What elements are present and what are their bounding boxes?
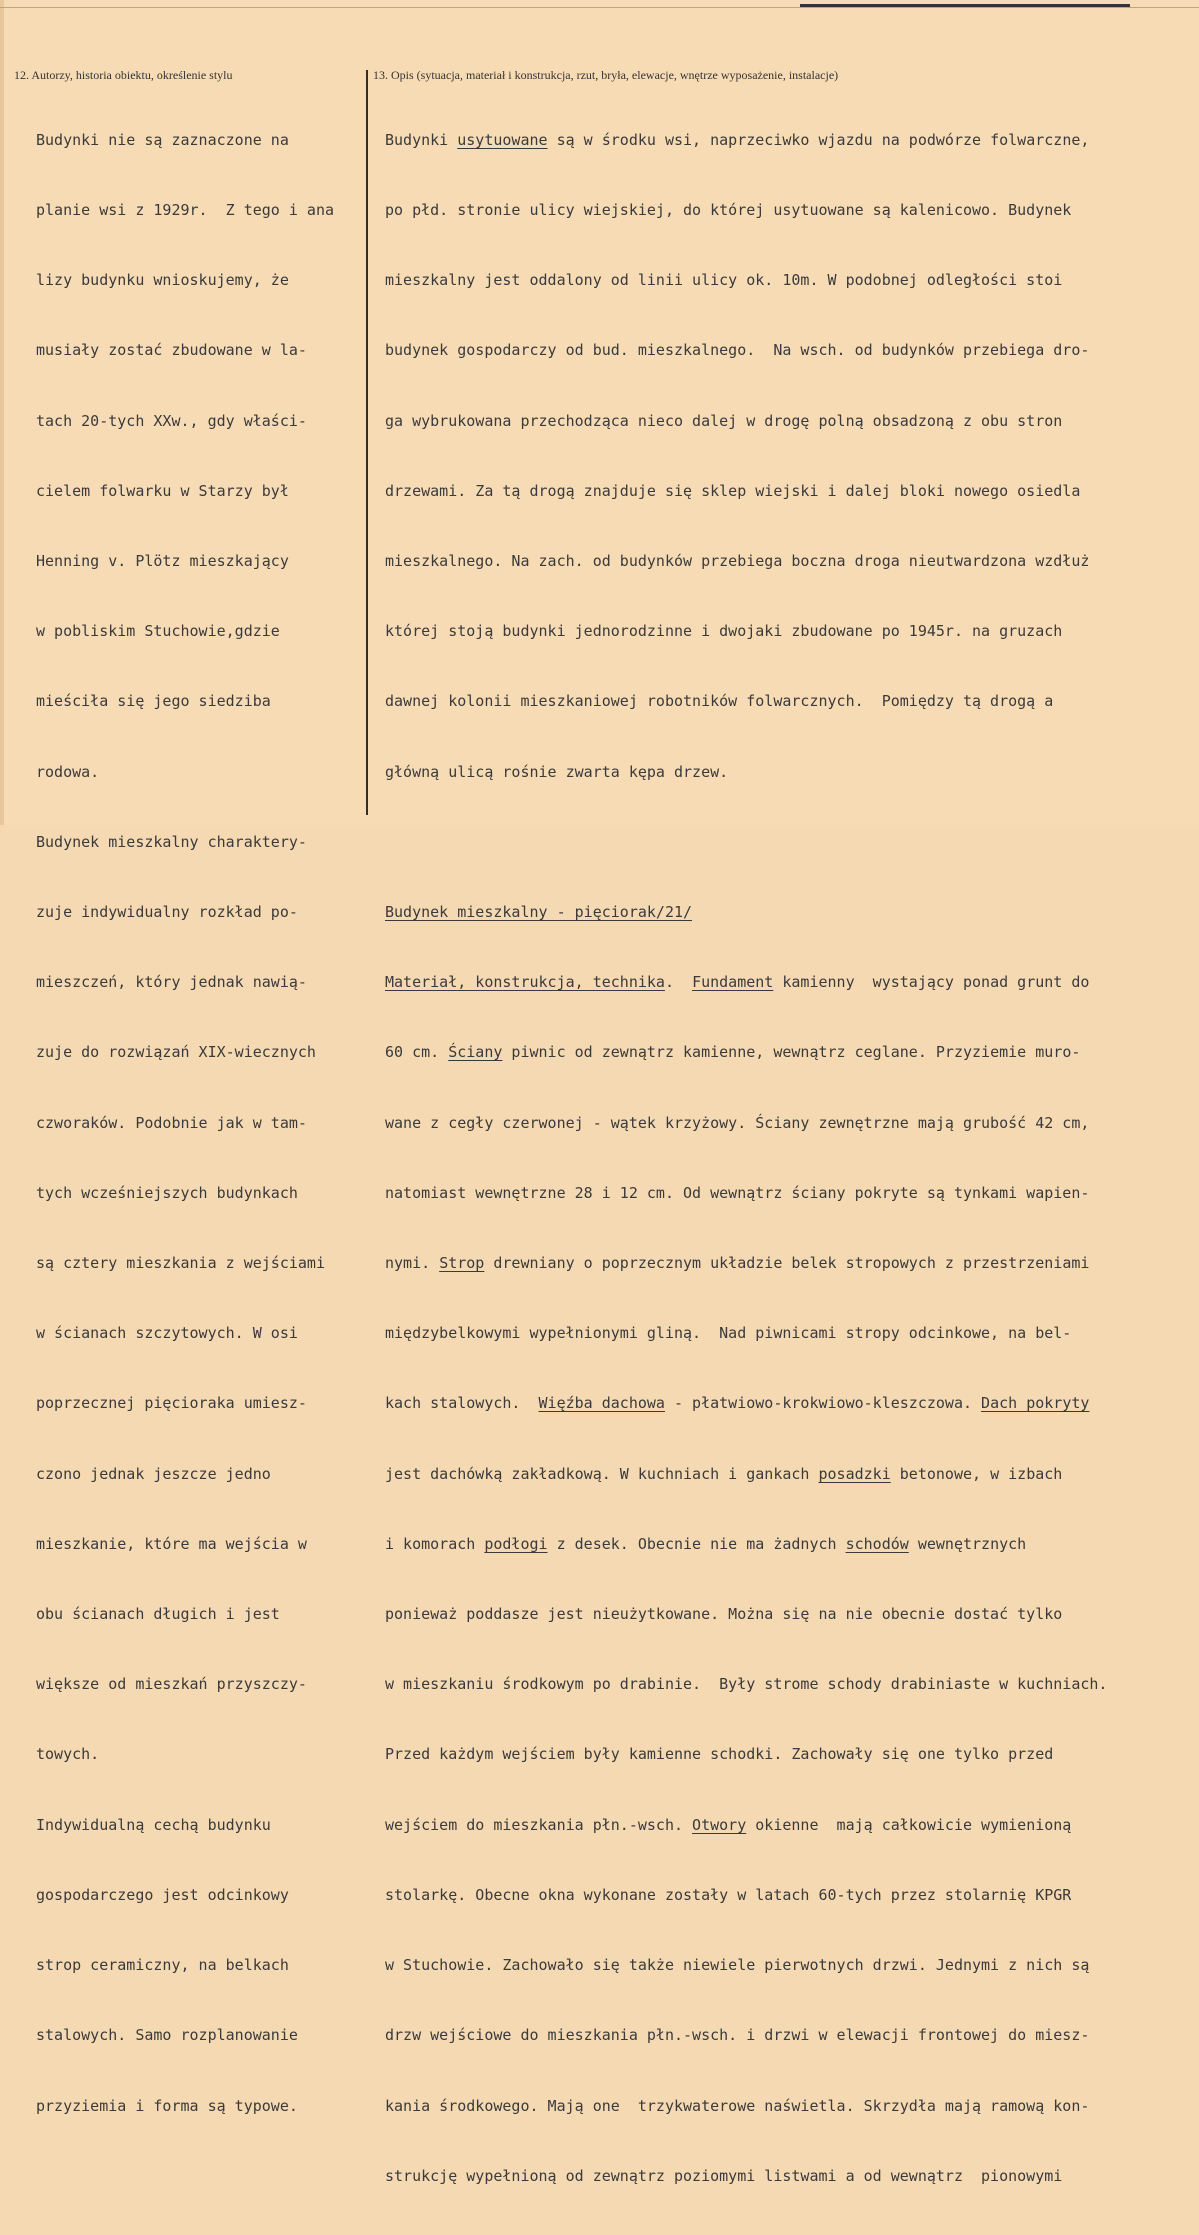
right-line: mieszkalnego. Na zach. od budynków przebiega boczna droga nieutwardzona wzdłuż [385, 552, 1090, 571]
right-line: główną ulicą rośnie zwarta kępa drzew. [385, 762, 729, 781]
right-line: budynek gospodarczy od bud. mieszkalnego. Na wsch. od budynków przebiega dro- [385, 341, 1090, 360]
underlined-term: Więźba dachowa [538, 1394, 665, 1413]
left-line: Budynki nie są zaznaczone na [36, 130, 289, 149]
left-line: Budynek mieszkalny charaktery- [36, 832, 307, 851]
right-line [385, 1463, 1185, 1486]
left-line: musiały zostać zbudowane w la- [36, 341, 307, 360]
right-line: strukcję wypełnioną od zewnątrz poziomymi listwami a od wewnątrz pionowymi [385, 2166, 1063, 2185]
text-run: betonowe, w izbach [890, 1464, 1063, 1483]
right-line: natomiast wewnętrzne 28 i 12 cm. Od wewnątrz ściany pokryte są tynkami wapien- [385, 1183, 1090, 1202]
right-line: dawnej kolonii mieszkaniowej robotników folwarcznych. Pomiędzy tą drogą a [385, 692, 1054, 711]
left-line: w pobliskim Stuchowie,gdzie [36, 622, 280, 641]
column-divider [366, 70, 368, 815]
left-line: rodowa. [36, 762, 100, 781]
left-line: planie wsi z 1929r. Z tego i ana [36, 201, 335, 220]
right-line: Przed każdym wejściem były kamienne schodki. Zachowały się one tylko przed [385, 1745, 1054, 1764]
underlined-term: Dach pokryty [981, 1394, 1090, 1413]
right-line [385, 1252, 1185, 1275]
text-run: piwnic od zewnątrz kamienne, wewnątrz ceglane. Przyziemie muro- [502, 1043, 1081, 1062]
underlined-term: Ściany [448, 1043, 503, 1062]
text-run: są w środku wsi, naprzeciwko wjazdu na podwórze folwarczne, [547, 130, 1090, 149]
left-line: gospodarczego jest odcinkowy [36, 1885, 289, 1904]
left-line: czono jednak jeszcze jedno [36, 1464, 271, 1483]
text-run: okienne mają całkowicie wymienioną [746, 1815, 1072, 1834]
left-line: poprzecznej pięcioraka umiesz- [36, 1394, 307, 1413]
text-run: drewniany o poprzecznym układzie belek stropowych z przestrzeniami [484, 1254, 1090, 1273]
right-line: kania środkowego. Mają one trzykwaterowe naświetla. Skrzydła mają ramową kon- [385, 2096, 1090, 2115]
text-run: nymi. [385, 1254, 440, 1273]
right-line: drzewami. Za tą drogą znajduje się sklep wiejski i dalej bloki nowego osiedla [385, 481, 1081, 500]
left-line: mieściła się jego siedziba [36, 692, 271, 711]
left-line: zuje do rozwiązań XIX-wiecznych [36, 1043, 316, 1062]
left-column-heading: 12. Autorzy, historia obiektu, określenie stylu [14, 68, 233, 82]
section-title: Budynek mieszkalny - pięciorak/21/ [385, 903, 693, 922]
right-line: mieszkalny jest oddalony od linii ulicy ok. 10m. W podobnej odległości stoi [385, 271, 1063, 290]
text-run: z desek. Obecnie nie ma żadnych [547, 1534, 846, 1553]
underlined-term: schodów [845, 1534, 909, 1553]
left-line: mieszczeń, który jednak nawią- [36, 973, 307, 992]
left-line: strop ceramiczny, na belkach [36, 1956, 289, 1975]
right-line [385, 971, 1185, 994]
right-line [385, 129, 1185, 152]
text-run: wewnętrznych [908, 1534, 1027, 1553]
paragraph-gap [385, 831, 1185, 854]
text-run: wejściem do mieszkania płn.-wsch. [385, 1815, 693, 1834]
text-run: kach stalowych. [385, 1394, 539, 1413]
underlined-term: podłogi [484, 1534, 548, 1553]
right-line: drzw wejściowe do mieszkania płn.-wsch. i drzwi w elewacji frontowej do miesz- [385, 2026, 1090, 2045]
text-run: i komorach [385, 1534, 485, 1553]
text-run: jest dachówką zakładkową. W kuchniach i gankach [385, 1464, 819, 1483]
top-rule-line [0, 7, 1199, 8]
left-line: lizy budynku wnioskujemy, że [36, 271, 289, 290]
underlined-term: Materiał, konstrukcja, technika [385, 973, 665, 992]
text-run: - płatwiowo-krokwiowo-kleszczowa. [664, 1394, 982, 1413]
text-run: . [664, 973, 693, 992]
right-line: ponieważ poddasze jest nieużytkowane. Można się na nie obecnie dostać tylko [385, 1605, 1063, 1624]
right-line [385, 1392, 1185, 1415]
right-line: stolarkę. Obecne okna wykonane zostały w latach 60-tych przez stolarnię KPGR [385, 1885, 1072, 1904]
right-line: której stoją budynki jednorodzinne i dwojaki zbudowane po 1945r. na gruzach [385, 622, 1063, 641]
left-line: cielem folwarku w Starzy był [36, 481, 289, 500]
right-line: w mieszkaniu środkowym po drabinie. Były strome schody drabiniaste w kuchniach. [385, 1675, 1108, 1694]
right-line: międzybelkowymi wypełnionymi gliną. Nad piwnicami stropy odcinkowe, na bel- [385, 1324, 1072, 1343]
left-line: tych wcześniejszych budynkach [36, 1183, 298, 1202]
left-line: towych. [36, 1745, 100, 1764]
left-line: tach 20-tych XXw., gdy właści- [36, 411, 307, 430]
right-column-heading: 13. Opis (sytuacja, materiał i konstrukcja, rzut, bryła, elewacje, wnętrze wyposażenie, instalacje) [373, 68, 839, 82]
left-line: Henning v. Plötz mieszkający [36, 552, 289, 571]
right-column-text [385, 82, 1185, 2235]
underlined-term: usytuowane [457, 130, 548, 149]
underlined-term: Otwory [692, 1815, 747, 1834]
right-line: po płd. stronie ulicy wiejskiej, do której usytuowane są kalenicowo. Budynek [385, 201, 1072, 220]
right-line [385, 1533, 1185, 1556]
right-line [385, 1041, 1185, 1064]
text-run: kamienny wystający ponad grunt do [773, 973, 1090, 992]
left-line: są cztery mieszkania z wejściami [36, 1254, 325, 1273]
text-run: Budynki [385, 130, 458, 149]
underlined-term: posadzki [818, 1464, 891, 1483]
underlined-term: Fundament [692, 973, 774, 992]
page-left-edge [0, 0, 4, 825]
right-line: ga wybrukowana przechodząca nieco dalej w drogę polną obsadzoną z obu stron [385, 411, 1063, 430]
left-line: stalowych. Samo rozplanowanie [36, 2026, 298, 2045]
left-line: mieszkanie, które ma wejścia w [36, 1534, 307, 1553]
left-line: w ścianach szczytowych. W osi [36, 1324, 298, 1343]
left-column-text [36, 82, 366, 2165]
text-run: 60 cm. [385, 1043, 449, 1062]
right-line [385, 1814, 1185, 1837]
left-line: obu ścianach długich i jest [36, 1605, 280, 1624]
underlined-term: Strop [439, 1254, 485, 1273]
left-line: większe od mieszkań przyszczy- [36, 1675, 307, 1694]
left-line: zuje indywidualny rozkład po- [36, 903, 298, 922]
right-line: wane z cegły czerwonej - wątek krzyżowy. Ściany zewnętrzne mają grubość 42 cm, [385, 1113, 1090, 1132]
left-line: Indywidualną cechą budynku [36, 1815, 271, 1834]
left-line: przyziemia i forma są typowe. [36, 2096, 298, 2115]
right-line: w Stuchowie. Zachowało się także niewiele pierwotnych drzwi. Jednymi z nich są [385, 1956, 1090, 1975]
left-line: czworaków. Podobnie jak w tam- [36, 1113, 307, 1132]
